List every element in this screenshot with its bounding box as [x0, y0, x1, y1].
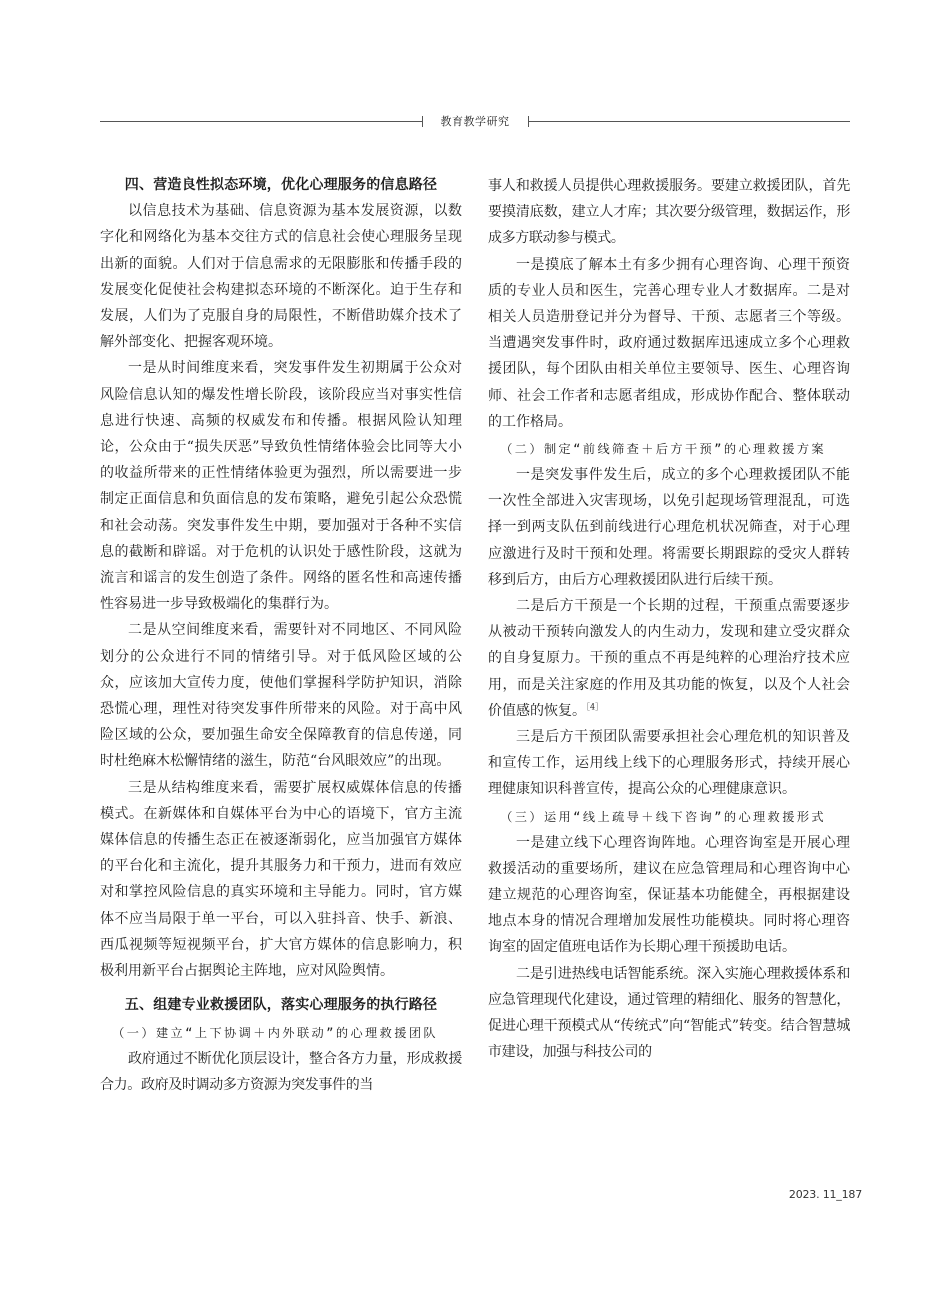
page-number: 2023. 11_187	[788, 1188, 862, 1201]
right-column	[488, 173, 850, 1066]
section-4-heading: 四、营造良性拟态环境，优化心理服务的信息路径	[124, 177, 438, 193]
subsection-2-heading: （二）制定“前线筛查＋后方干预”的心理救援方案	[500, 442, 826, 457]
paragraph	[488, 593, 850, 724]
paragraph-text: 二是后方干预是一个长期的过程，干预重点需要逐步从被动干预转向激发人的内生动力，发现和建立受灾群众的自身复原力。干预的重点不再是纯粹的心理治疗技术应用，而是关注家庭的作用及其功能的恢复，以及个人社会价值感的恢复。	[488, 598, 850, 719]
paragraph: 一是突发事件发生后，成立的多个心理救援团队不能一次性全部进入灾害现场，以免引起现场管理混乱，可选择一到两支队伍到前线进行心理危机状况筛查，对于心理应激进行及时干预和处理。将需要长期跟踪的受灾人群转移到后方，由后方心理救援团队进行后续干预。	[488, 467, 850, 588]
subsection-1-heading: （一）建立“上下协调＋内外联动”的心理救援团队	[112, 1025, 438, 1040]
running-header	[100, 112, 850, 132]
paragraph: 二是引进热线电话智能系统。深入实施心理救援体系和应急管理现代化建设，通过管理的精细化、服务的智慧化，促进心理干预模式从“传统式”向“智能式”转变。结合智慧城市建设，加强与科技公司的	[488, 965, 850, 1061]
section-5-heading: 五、组建专业救援团队，落实心理服务的执行路径	[124, 997, 438, 1014]
header-rule-left	[100, 121, 422, 122]
paragraph: 政府通过不断优化顶层设计，整合各方力量，形成救援合力。政府及时调动多方资源为突发事件的当	[100, 1050, 462, 1093]
paragraph: 三是从结构维度来看，需要扩展权威媒体信息的传播模式。在新媒体和自媒体平台为中心的语境下，官方主流媒体信息的传播生态正在被逐渐弱化，应当加强官方媒体的平台化和主流化，提升其服务力和干预力，进而有效应对和掌控风险信息的真实环境和主导能力。同时，官方媒体不应当局限于单一平台，可以入驻抖音、快手、新浪、西瓜视频等短视频平台，扩大官方媒体的信息影响力，积极利用新平台占据舆论主阵地，应对风险舆情。	[100, 779, 462, 980]
paragraph: 以信息技术为基础、信息资源为基本发展资源，以数字化和网络化为基本交往方式的信息社会使心理服务呈现出新的面貌。人们对于信息需求的无限膨胀和传播手段的发展变化促使社会构建拟态环境的不断深化。迫于生存和发展，人们为了克服自身的局限性，不断借助媒介技术了解外部变化、把握客观环境。	[100, 203, 462, 351]
paragraph: 一是从时间维度来看，突发事件发生初期属于公众对风险信息认知的爆发性增长阶段，该阶段应当对事实性信息进行快速、高频的权威发布和传播。根据风险认知理论，公众由于“损失厌恶”导致负性情绪体验会比同等大小的收益所带来的正性情绪体验更为强烈，所以需要进一步制定正面信息和负面信息的发布策略，避免引起公众恐慌和社会动荡。突发事件发生中期，要加强对于各种不实信息的截断和辟谣。对于危机的认识处于感性阶段，这就为流言和谣言的发生创造了条件。网络的匿名性和高速传播性容易进一步导致极端化的集群行为。	[100, 360, 462, 613]
left-column	[100, 172, 462, 1098]
citation-reference: ［4］	[586, 702, 604, 712]
journal-section-title: 教育教学研究	[440, 115, 510, 128]
paragraph: 三是后方干预团队需要承担社会心理危机的知识普及和宣传工作，运用线上线下的心理服务形式，持续开展心理健康知识科普宣传，提高公众的心理健康意识。	[488, 729, 850, 798]
header-rule-right	[528, 121, 850, 122]
paragraph: 二是从空间维度来看，需要针对不同地区、不同风险划分的公众进行不同的情绪引导。对于低风险区域的公众，应该加大宣传力度，使他们掌握科学防护知识，消除恐慌心理，理性对待突发事件所带来的风险。对于高中风险区域的公众，要加强生命安全保障教育的信息传递，同时杜绝麻木松懈情绪的滋生，防范“台风眼效应”的出现。	[100, 622, 462, 770]
subsection-3-heading: （三）运用“线上疏导＋线下咨询”的心理救援形式	[500, 809, 826, 824]
paragraph: 一是建立线下心理咨询阵地。心理咨询室是开展心理救援活动的重要场所，建议在应急管理局和心理咨询中心建立规范的心理咨询室，保证基本功能健全，再根据建设地点本身的情况合理增加发展性功能模块。同时将心理咨询室的固定值班电话作为长期心理干预援助电话。	[488, 834, 850, 956]
paragraph: 一是摸底了解本土有多少拥有心理咨询、心理干预资质的专业人员和医生，完善心理专业人才数据库。二是对相关人员造册登记并分为督导、干预、志愿者三个等级。当遭遇突发事件时，政府通过数据库迅速成立多个心理救援团队，每个团队由相关单位主要领导、医生、心理咨询师、社会工作者和志愿者组成，形成协作配合、整体联动的工作格局。	[488, 256, 850, 430]
paragraph-continued: 事人和救援人员提供心理救援服务。要建立救援团队，首先要摸清底数，建立人才库；其次要分级管理，数据运作，形成多方联动参与模式。	[488, 178, 850, 247]
